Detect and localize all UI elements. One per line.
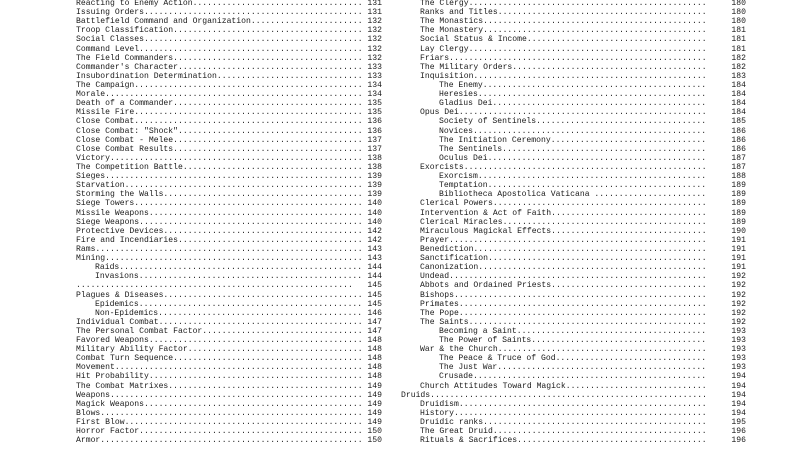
toc-entry	[76, 63, 382, 72]
toc-entry	[76, 327, 382, 336]
toc-entry-title: Invasions..............................................	[95, 272, 363, 282]
toc-entry-title: Protective Devices.........................................	[76, 226, 363, 236]
toc-entry	[420, 218, 746, 227]
toc-entry	[76, 291, 382, 300]
toc-entry-title: Death of a Commander.......................................	[76, 99, 363, 109]
toc-entry-title: Mining.....................................................	[76, 254, 363, 264]
toc-entry-title: Abbots and Ordained Priests................................	[420, 281, 707, 291]
toc-entry-title: Intervention & Act of Faith................................	[420, 208, 707, 218]
toc-entry-title: The Sentinels..........................................	[439, 144, 707, 154]
toc-entry-title: The Competition Battle.....................................	[76, 162, 363, 172]
toc-entry-page-number: 147	[367, 326, 382, 336]
toc-entry-title: Missile Fire...............................................	[76, 108, 363, 118]
toc-entry-title: Bishops....................................................	[420, 290, 707, 300]
toc-entry-page-number: 135	[367, 99, 382, 109]
toc-entry-page-number: 192	[731, 290, 746, 300]
toc-entry	[76, 45, 382, 54]
toc-entry-page-number: 132	[367, 17, 382, 27]
toc-entry	[420, 163, 746, 172]
toc-entry-title: Armor......................................................	[76, 436, 363, 446]
toc-entry-title: Benediction................................................	[420, 244, 707, 254]
toc-entry-title: The Personal Combat Factor.................................	[76, 326, 363, 336]
toc-entry-title: The Saints.................................................	[420, 317, 707, 327]
toc-entry	[420, 436, 746, 445]
toc-entry	[420, 336, 746, 345]
toc-entry-page-number: 185	[731, 117, 746, 127]
toc-entry-title: Combat Turn Sequence.......................................	[76, 354, 363, 364]
toc-entry-page-number: 189	[731, 217, 746, 227]
toc-entry	[76, 382, 382, 391]
toc-entry-page-number: 194	[731, 372, 746, 382]
toc-entry	[420, 227, 746, 236]
toc-entry-page-number: 142	[367, 235, 382, 245]
toc-entry-page-number: 184	[731, 99, 746, 109]
toc-entry-title: Church Attitudes Toward Magick.............................	[420, 381, 707, 391]
toc-entry-page-number: 132	[367, 44, 382, 54]
toc-entry	[420, 35, 746, 44]
toc-entry	[76, 236, 382, 245]
toc-entry	[420, 209, 746, 218]
toc-entry-page-number: 184	[731, 80, 746, 90]
toc-entry	[420, 108, 746, 117]
toc-entry-page-number: 194	[731, 399, 746, 409]
toc-column-right	[401, 0, 746, 446]
toc-entry-page-number: 149	[367, 390, 382, 400]
toc-entry-title: Canonization...............................................	[420, 263, 707, 273]
toc-entry	[420, 45, 746, 54]
toc-entry	[420, 327, 746, 336]
toc-entry-page-number: 132	[367, 26, 382, 36]
toc-entry-title: Druidic ranks..............................................	[420, 418, 707, 428]
toc-entry-page-number: 149	[367, 418, 382, 428]
toc-entry-title: Temptation.............................................	[439, 181, 707, 191]
toc-entry-page-number: 149	[367, 399, 382, 409]
toc-entry-title: Issuing Orders.............................................	[76, 8, 363, 18]
toc-entry-page-number: 182	[731, 53, 746, 63]
toc-entry-title: History....................................................	[420, 408, 707, 418]
toc-entry-title: First Blow.................................................	[76, 418, 363, 428]
toc-entry	[420, 145, 746, 154]
toc-entry	[420, 63, 746, 72]
toc-entry	[420, 300, 746, 309]
toc-entry-page-number: 189	[731, 190, 746, 200]
toc-entry-title: Magick Weapons.............................................	[76, 399, 363, 409]
toc-entry-title: Sieges.....................................................	[76, 172, 363, 182]
toc-entry-page-number: 131	[367, 8, 382, 18]
toc-entry-title: The Enemy..............................................	[439, 80, 707, 90]
toc-entry-page-number: 187	[731, 153, 746, 163]
toc-entry-page-number: 184	[731, 90, 746, 100]
toc-entry-title: Exorcists..................................................	[420, 162, 707, 172]
toc-entry	[76, 418, 382, 427]
toc-entry-page-number: 132	[367, 35, 382, 45]
toc-entry-title: Sanctification.............................................	[420, 254, 707, 264]
toc-entry-page-number: 184	[731, 108, 746, 118]
toc-entry-page-number: 192	[731, 308, 746, 318]
toc-entry-page-number: 136	[367, 117, 382, 127]
toc-entry-page-number: 148	[367, 363, 382, 373]
toc-entry	[76, 318, 382, 327]
toc-entry	[420, 172, 746, 181]
toc-entry-title: Plagues & Diseases.........................................	[76, 290, 363, 300]
toc-entry-page-number: 194	[731, 381, 746, 391]
toc-entry-page-number: 191	[731, 244, 746, 254]
toc-entry-page-number: 143	[367, 244, 382, 254]
toc-entry-title: Epidemics..............................................	[95, 299, 363, 309]
toc-entry	[420, 427, 746, 436]
toc-entry	[76, 409, 382, 418]
toc-entry-title: Friars.....................................................	[420, 53, 707, 63]
toc-entry	[420, 409, 746, 418]
toc-entry-title: Social Status & Income.....................................	[420, 35, 707, 45]
toc-entry-title: Inquisition................................................	[420, 71, 707, 81]
toc-entry-title: Druids.........................................................	[401, 390, 707, 400]
toc-entry-page-number: 180	[731, 0, 746, 8]
toc-entry-page-number: 196	[731, 436, 746, 446]
toc-entry	[420, 354, 746, 363]
toc-entry-page-number: 139	[367, 172, 382, 182]
toc-entry-title: Ranks and Titles...........................................	[420, 8, 707, 18]
toc-entry-page-number: 189	[731, 199, 746, 209]
toc-entry-title: Favored Weapons............................................	[76, 336, 363, 346]
toc-entry	[420, 372, 746, 381]
toc-entry	[76, 245, 382, 254]
toc-entry	[76, 108, 382, 117]
toc-entry-page-number: 148	[367, 372, 382, 382]
toc-entry-page-number: 143	[367, 254, 382, 264]
toc-entry	[76, 8, 382, 17]
toc-entry	[420, 254, 746, 263]
toc-entry-title: Gladius Dei............................................	[439, 99, 707, 109]
toc-entry-page-number: 136	[367, 126, 382, 136]
toc-entry	[420, 8, 746, 17]
toc-entry	[76, 199, 382, 208]
toc-entry-page-number: 132	[367, 53, 382, 63]
toc-entry	[420, 17, 746, 26]
toc-entry-page-number: 140	[367, 208, 382, 218]
toc-entry	[76, 172, 382, 181]
toc-entry-page-number: 137	[367, 135, 382, 145]
toc-entry	[401, 391, 746, 400]
toc-entry-page-number: 148	[367, 345, 382, 355]
toc-entry	[420, 136, 746, 145]
toc-entry	[76, 372, 382, 381]
toc-entry-page-number: 194	[731, 408, 746, 418]
toc-entry	[76, 99, 382, 108]
toc-entry-page-number: 192	[731, 299, 746, 309]
toc-entry-page-number: 186	[731, 144, 746, 154]
toc-entry-title: Society of Sentinels...................................	[439, 117, 707, 127]
toc-entry-page-number: 140	[367, 217, 382, 227]
toc-entry-page-number: 191	[731, 254, 746, 264]
toc-entry	[76, 190, 382, 199]
toc-column-left	[76, 0, 382, 445]
toc-entry-page-number: 133	[367, 71, 382, 81]
toc-entry	[420, 345, 746, 354]
toc-entry-title: Close Combat - Melee.......................................	[76, 135, 363, 145]
toc-entry	[420, 382, 746, 391]
toc-entry-title: Horror Factor..............................................	[76, 427, 363, 437]
toc-entry-page-number: 192	[731, 281, 746, 291]
toc-entry	[420, 181, 746, 190]
toc-entry-title: The Monastics..............................................	[420, 17, 707, 27]
toc-entry	[420, 400, 746, 409]
toc-entry-page-number: 180	[731, 17, 746, 27]
toc-entry-title: The Initiation Ceremony................................	[439, 135, 707, 145]
toc-entry-page-number: 147	[367, 317, 382, 327]
toc-entry-title: The Monastery..............................................	[420, 26, 707, 36]
toc-entry	[76, 127, 382, 136]
toc-entry-title: Bibliotheca Apostolica Vaticana .......................	[439, 190, 707, 200]
toc-entry-page-number: 193	[731, 354, 746, 364]
toc-entry-title: War & the Church...........................................	[420, 345, 707, 355]
toc-entry-title: The Military Orders........................................	[420, 62, 707, 72]
toc-entry-page-number: 190	[731, 226, 746, 236]
toc-entry	[420, 272, 746, 281]
toc-entry-title: The Campaign...............................................	[76, 80, 363, 90]
toc-entry	[76, 181, 382, 190]
toc-entry-title: Raids..................................................	[95, 263, 363, 273]
toc-entry-title: Miraculous Magickal Effects................................	[420, 226, 707, 236]
toc-entry-title: The Field Commanders.......................................	[76, 53, 363, 63]
toc-entry-page-number: 181	[731, 26, 746, 36]
toc-entry-page-number: 187	[731, 162, 746, 172]
toc-entry-page-number: 193	[731, 336, 746, 346]
toc-entry	[420, 54, 746, 63]
toc-entry	[420, 281, 746, 290]
toc-entry-title: Novices................................................	[439, 126, 707, 136]
toc-entry	[420, 154, 746, 163]
toc-entry	[76, 309, 382, 318]
toc-entry-page-number: 145	[367, 299, 382, 309]
toc-entry-page-number: 145	[367, 290, 382, 300]
toc-entry-page-number: 144	[367, 272, 382, 282]
toc-entry-page-number: 134	[367, 90, 382, 100]
toc-entry-page-number: 137	[367, 144, 382, 154]
toc-entry	[76, 154, 382, 163]
toc-entry-title: Command Level..............................................	[76, 44, 363, 54]
toc-entry	[420, 117, 746, 126]
toc-entry	[420, 127, 746, 136]
toc-entry-page-number: 192	[731, 272, 746, 282]
toc-entry-page-number: 139	[367, 190, 382, 200]
toc-entry-page-number: 193	[731, 326, 746, 336]
toc-entry	[420, 90, 746, 99]
toc-entry-page-number: 180	[731, 8, 746, 18]
toc-entry	[76, 436, 382, 445]
toc-entry-page-number: 186	[731, 126, 746, 136]
toc-entry-page-number: 181	[731, 35, 746, 45]
toc-entry	[76, 117, 382, 126]
toc-entry	[76, 354, 382, 363]
toc-entry	[76, 263, 382, 272]
toc-entry	[76, 218, 382, 227]
toc-entry	[76, 300, 382, 309]
toc-entry-page-number: 144	[367, 263, 382, 273]
toc-entry-title: Close Combat...............................................	[76, 117, 363, 127]
toc-entry-page-number: 191	[731, 235, 746, 245]
toc-entry-page-number: 148	[367, 354, 382, 364]
toc-entry	[76, 136, 382, 145]
toc-entry	[420, 418, 746, 427]
toc-entry	[420, 363, 746, 372]
toc-entry-title: Close Combat Results.......................................	[76, 144, 363, 154]
toc-entry	[76, 363, 382, 372]
toc-entry-title: Morale.....................................................	[76, 90, 363, 100]
toc-entry-title: Rituals & Sacrifices.......................................	[420, 436, 707, 446]
toc-entry-title: Insubordination Determination..............................	[76, 71, 363, 81]
toc-entry-page-number: 135	[367, 108, 382, 118]
toc-entry-page-number: 194	[731, 390, 746, 400]
toc-entry-title: Movement...................................................	[76, 363, 363, 373]
toc-entry-title: Becoming a Saint.......................................	[439, 326, 707, 336]
toc-entry-title: The Combat Matrixes........................................	[76, 381, 363, 391]
toc-entry	[420, 0, 746, 8]
toc-entry-page-number: 193	[731, 363, 746, 373]
toc-entry-title: Military Ability Factor....................................	[76, 345, 363, 355]
toc-entry-title: The Clergy.................................................	[420, 0, 707, 8]
toc-entry-title: The Power of Saints....................................	[439, 336, 707, 346]
toc-entry-title: Hit Probability............................................	[76, 372, 363, 382]
toc-entry-title: Undead.....................................................	[420, 272, 707, 282]
toc-entry	[420, 99, 746, 108]
toc-entry-title: Battlefield Command and Organization.......................	[76, 17, 363, 27]
toc-entry	[420, 199, 746, 208]
toc-entry-title: Reacting to Enemy Action...................................	[76, 0, 363, 8]
toc-entry	[76, 17, 382, 26]
toc-entry-page-number: 149	[367, 408, 382, 418]
toc-entry-page-number: 183	[731, 71, 746, 81]
toc-entry	[76, 209, 382, 218]
toc-entry-page-number: 181	[731, 44, 746, 54]
toc-entry	[76, 163, 382, 172]
toc-entry-title: Social Classes.............................................	[76, 35, 363, 45]
toc-entry-page-number: 150	[367, 436, 382, 446]
toc-entry	[76, 26, 382, 35]
toc-entry-title: Individual Combat..........................................	[76, 317, 363, 327]
toc-entry-title: Close Combat: "Shock"......................................	[76, 126, 363, 136]
toc-entry-page-number: 195	[731, 418, 746, 428]
toc-entry	[76, 227, 382, 236]
toc-entry-page-number: 186	[731, 135, 746, 145]
toc-entry	[76, 81, 382, 90]
toc-entry-title: Clerical Miracles..........................................	[420, 217, 707, 227]
toc-entry-page-number: 188	[731, 172, 746, 182]
toc-entry-title: Blows......................................................	[76, 408, 363, 418]
toc-entry-title: Siege Weapons..............................................	[76, 217, 363, 227]
toc-entry-title: Missile Weapons............................................	[76, 208, 363, 218]
toc-entry-title: Troop Classification.......................................	[76, 26, 363, 36]
toc-entry-title: Heresies...............................................	[439, 90, 707, 100]
toc-entry	[76, 35, 382, 44]
toc-entry-page-number: 140	[367, 199, 382, 209]
toc-entry-title: Primates...................................................	[420, 299, 707, 309]
toc-entry	[76, 272, 382, 281]
toc-entry	[420, 236, 746, 245]
toc-entry-page-number: 189	[731, 208, 746, 218]
toc-entry-page-number: 134	[367, 80, 382, 90]
toc-entry-title: Opus Dei...................................................	[420, 108, 707, 118]
toc-entry	[420, 245, 746, 254]
toc-entry	[76, 427, 382, 436]
toc-entry-page-number: 138	[367, 153, 382, 163]
toc-entry-title: Oculus Dei.............................................	[439, 153, 707, 163]
toc-entry	[76, 336, 382, 345]
toc-entry-title: Siege Towers...............................................	[76, 199, 363, 209]
toc-entry-page-number: 133	[367, 62, 382, 72]
toc-entry	[420, 81, 746, 90]
toc-entry-page-number: 193	[731, 345, 746, 355]
toc-entry	[76, 281, 382, 290]
toc-entry	[76, 145, 382, 154]
toc-entry	[76, 345, 382, 354]
toc-entry-title: Exorcism...............................................	[439, 172, 707, 182]
toc-entry-title: Crusade................................................	[439, 372, 707, 382]
toc-entry-page-number: 131	[367, 0, 382, 8]
toc-entry-page-number: 146	[367, 308, 382, 318]
toc-entry	[420, 190, 746, 199]
toc-entry	[76, 0, 382, 8]
toc-entry-title: Commander's Character......................................	[76, 62, 363, 72]
toc-entry-title: Starvation.................................................	[76, 181, 363, 191]
toc-entry-page-number: 189	[731, 181, 746, 191]
toc-entry	[420, 263, 746, 272]
toc-entry-page-number: 150	[367, 427, 382, 437]
toc-entry-page-number: 149	[367, 381, 382, 391]
toc-entry-title: The Peace & Truce of God...............................	[439, 354, 707, 364]
toc-entry-page-number: 196	[731, 427, 746, 437]
toc-entry-title: Rams.......................................................	[76, 244, 363, 254]
toc-entry-title: .........................................................	[76, 281, 353, 291]
toc-entry	[420, 309, 746, 318]
toc-entry-title: Storming the Walls.........................................	[76, 190, 363, 200]
toc-entry	[76, 254, 382, 263]
toc-entry-title: Fire and Incendiaries......................................	[76, 235, 363, 245]
toc-entry-page-number: 192	[731, 317, 746, 327]
toc-entry	[420, 291, 746, 300]
toc-entry	[76, 90, 382, 99]
toc-entry	[420, 318, 746, 327]
toc-entry-title: Weapons....................................................	[76, 390, 363, 400]
toc-entry	[420, 26, 746, 35]
toc-entry-page-number: 182	[731, 62, 746, 72]
toc-entry-title: The Pope...................................................	[420, 308, 707, 318]
toc-entry	[76, 54, 382, 63]
toc-entry-title: Lay Clergy.................................................	[420, 44, 707, 54]
toc-entry-title: The Just War...........................................	[439, 363, 707, 373]
toc-entry-title: Druidism...................................................	[420, 399, 707, 409]
toc-entry-page-number: 148	[367, 336, 382, 346]
toc-entry-page-number: 145	[367, 281, 382, 291]
toc-entry	[420, 72, 746, 81]
toc-entry	[76, 400, 382, 409]
toc-entry	[76, 391, 382, 400]
toc-entry	[76, 72, 382, 81]
toc-entry-title: Prayer.....................................................	[420, 235, 707, 245]
toc-entry-title: Non-Epidemics..........................................	[95, 308, 363, 318]
toc-entry-title: Victory....................................................	[76, 153, 363, 163]
toc-entry-title: Clerical Powers............................................	[420, 199, 707, 209]
toc-entry-page-number: 191	[731, 263, 746, 273]
toc-entry-page-number: 138	[367, 162, 382, 172]
toc-entry-title: The Great Druid............................................	[420, 427, 707, 437]
toc-entry-page-number: 139	[367, 181, 382, 191]
toc-entry-page-number: 142	[367, 226, 382, 236]
